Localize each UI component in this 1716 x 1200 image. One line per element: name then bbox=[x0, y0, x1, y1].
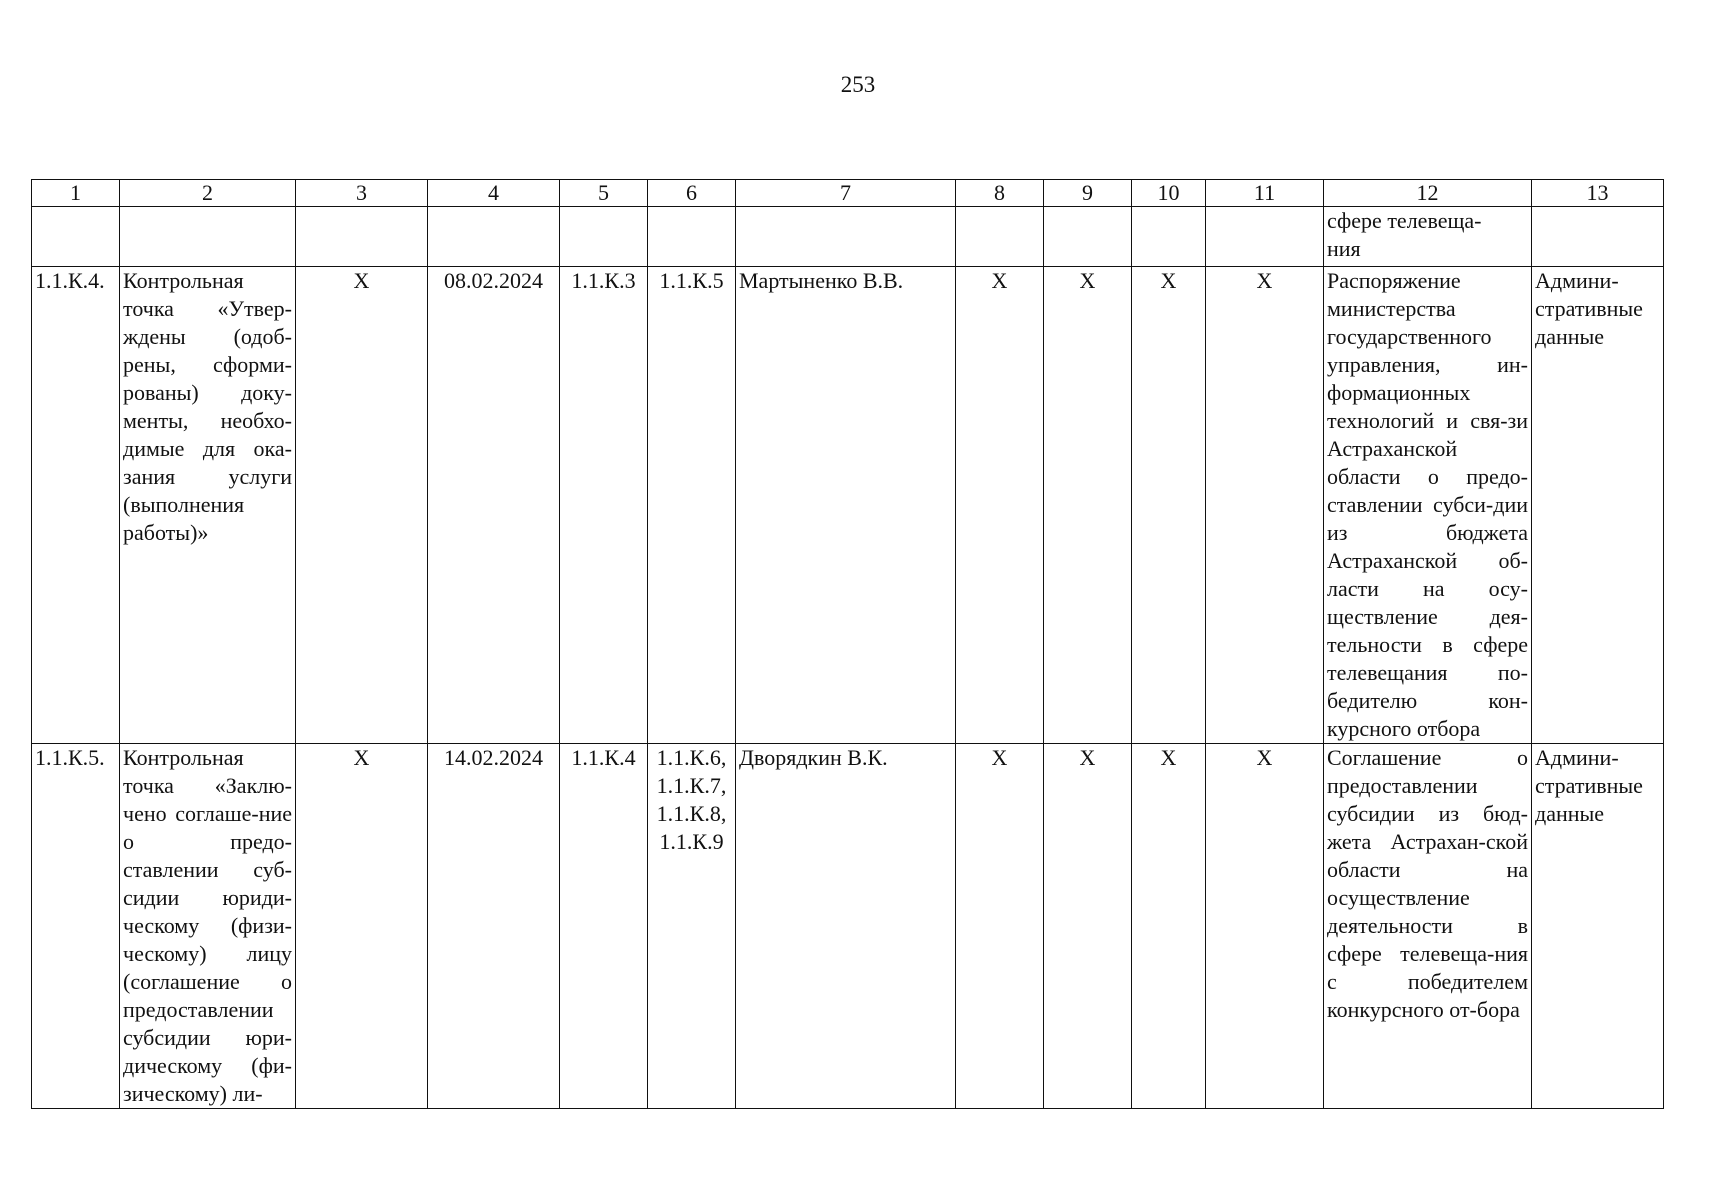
cell-col3: Х bbox=[296, 744, 428, 1109]
information-source: Админи-стративные данные bbox=[1532, 744, 1664, 1109]
table-cell bbox=[1044, 207, 1132, 267]
cell-col9: Х bbox=[1044, 744, 1132, 1109]
table-cell bbox=[1132, 207, 1206, 267]
column-header: 9 bbox=[1044, 180, 1132, 207]
predecessor: 1.1.К.3 bbox=[560, 267, 648, 744]
table-cell bbox=[428, 207, 560, 267]
successor: 1.1.К.5 bbox=[648, 267, 736, 744]
table-cell bbox=[296, 207, 428, 267]
successor: 1.1.К.6, 1.1.К.7, 1.1.К.8, 1.1.К.9 bbox=[648, 744, 736, 1109]
responsible-person: Дворядкин В.К. bbox=[736, 744, 956, 1109]
table-cell bbox=[560, 207, 648, 267]
information-source: Админи-стративные данные bbox=[1532, 267, 1664, 744]
result-document: Распоряжение министерства государственного управления, ин-формационных технологий и свя-зи Астраханской области о предо-ставлении субси-дии из бюджета Астраханской об-ласти на осу-ществление дея-тельности в сфере телевещания по-бедителю кон-курсного отбора bbox=[1324, 267, 1532, 744]
control-point-description: Контрольная точка «Утвер-ждены (одоб-рены, сформи-рованы) доку-менты, необхо-димые для ока-зания услуги (выполнения работы)» bbox=[120, 267, 296, 744]
table-cell bbox=[736, 207, 956, 267]
predecessor: 1.1.К.4 bbox=[560, 744, 648, 1109]
table-cell bbox=[1206, 207, 1324, 267]
column-header: 4 bbox=[428, 180, 560, 207]
cell-col11: Х bbox=[1206, 744, 1324, 1109]
column-header: 12 bbox=[1324, 180, 1532, 207]
cell-col9: Х bbox=[1044, 267, 1132, 744]
continuation-row bbox=[32, 207, 1664, 267]
result-document: Соглашение о предоставлении субсидии из бюд-жета Астрахан-ской области на осуществление деятельности в сфере телевеща-ния с победителем конкурсного от-бора bbox=[1324, 744, 1532, 1109]
column-header: 3 bbox=[296, 180, 428, 207]
column-number-row bbox=[32, 180, 1664, 207]
control-points-table bbox=[31, 179, 1664, 1109]
column-header: 13 bbox=[1532, 180, 1664, 207]
column-header: 6 bbox=[648, 180, 736, 207]
column-header: 10 bbox=[1132, 180, 1206, 207]
row-number: 1.1.К.4. bbox=[32, 267, 120, 744]
column-header: 2 bbox=[120, 180, 296, 207]
cell-col3: Х bbox=[296, 267, 428, 744]
cell-col11: Х bbox=[1206, 267, 1324, 744]
column-header: 5 bbox=[560, 180, 648, 207]
cell-col10: Х bbox=[1132, 744, 1206, 1109]
continued-result-text: сфере телевеща- ния bbox=[1324, 207, 1532, 267]
page-number: 253 bbox=[840, 72, 876, 97]
column-header: 7 bbox=[736, 180, 956, 207]
responsible-person: Мартыненко В.В. bbox=[736, 267, 956, 744]
control-point-description: Контрольная точка «Заклю-чено соглаше-ние о предо-ставлении суб-сидии юриди-ческому (физи-ческому) лицу (соглашение о предоставлении субсидии юри-дическому (фи-зическому) ли- bbox=[120, 744, 296, 1109]
table-row bbox=[32, 267, 1664, 744]
column-header: 1 bbox=[32, 180, 120, 207]
row-number: 1.1.К.5. bbox=[32, 744, 120, 1109]
table-row bbox=[32, 744, 1664, 1109]
cell-col10: Х bbox=[1132, 267, 1206, 744]
column-header: 8 bbox=[956, 180, 1044, 207]
table-cell bbox=[120, 207, 296, 267]
cell-col8: Х bbox=[956, 744, 1044, 1109]
column-header: 11 bbox=[1206, 180, 1324, 207]
cell-col8: Х bbox=[956, 267, 1044, 744]
table-cell bbox=[1532, 207, 1664, 267]
deadline-date: 08.02.2024 bbox=[428, 267, 560, 744]
table-cell bbox=[648, 207, 736, 267]
table-cell bbox=[32, 207, 120, 267]
table-cell bbox=[956, 207, 1044, 267]
deadline-date: 14.02.2024 bbox=[428, 744, 560, 1109]
